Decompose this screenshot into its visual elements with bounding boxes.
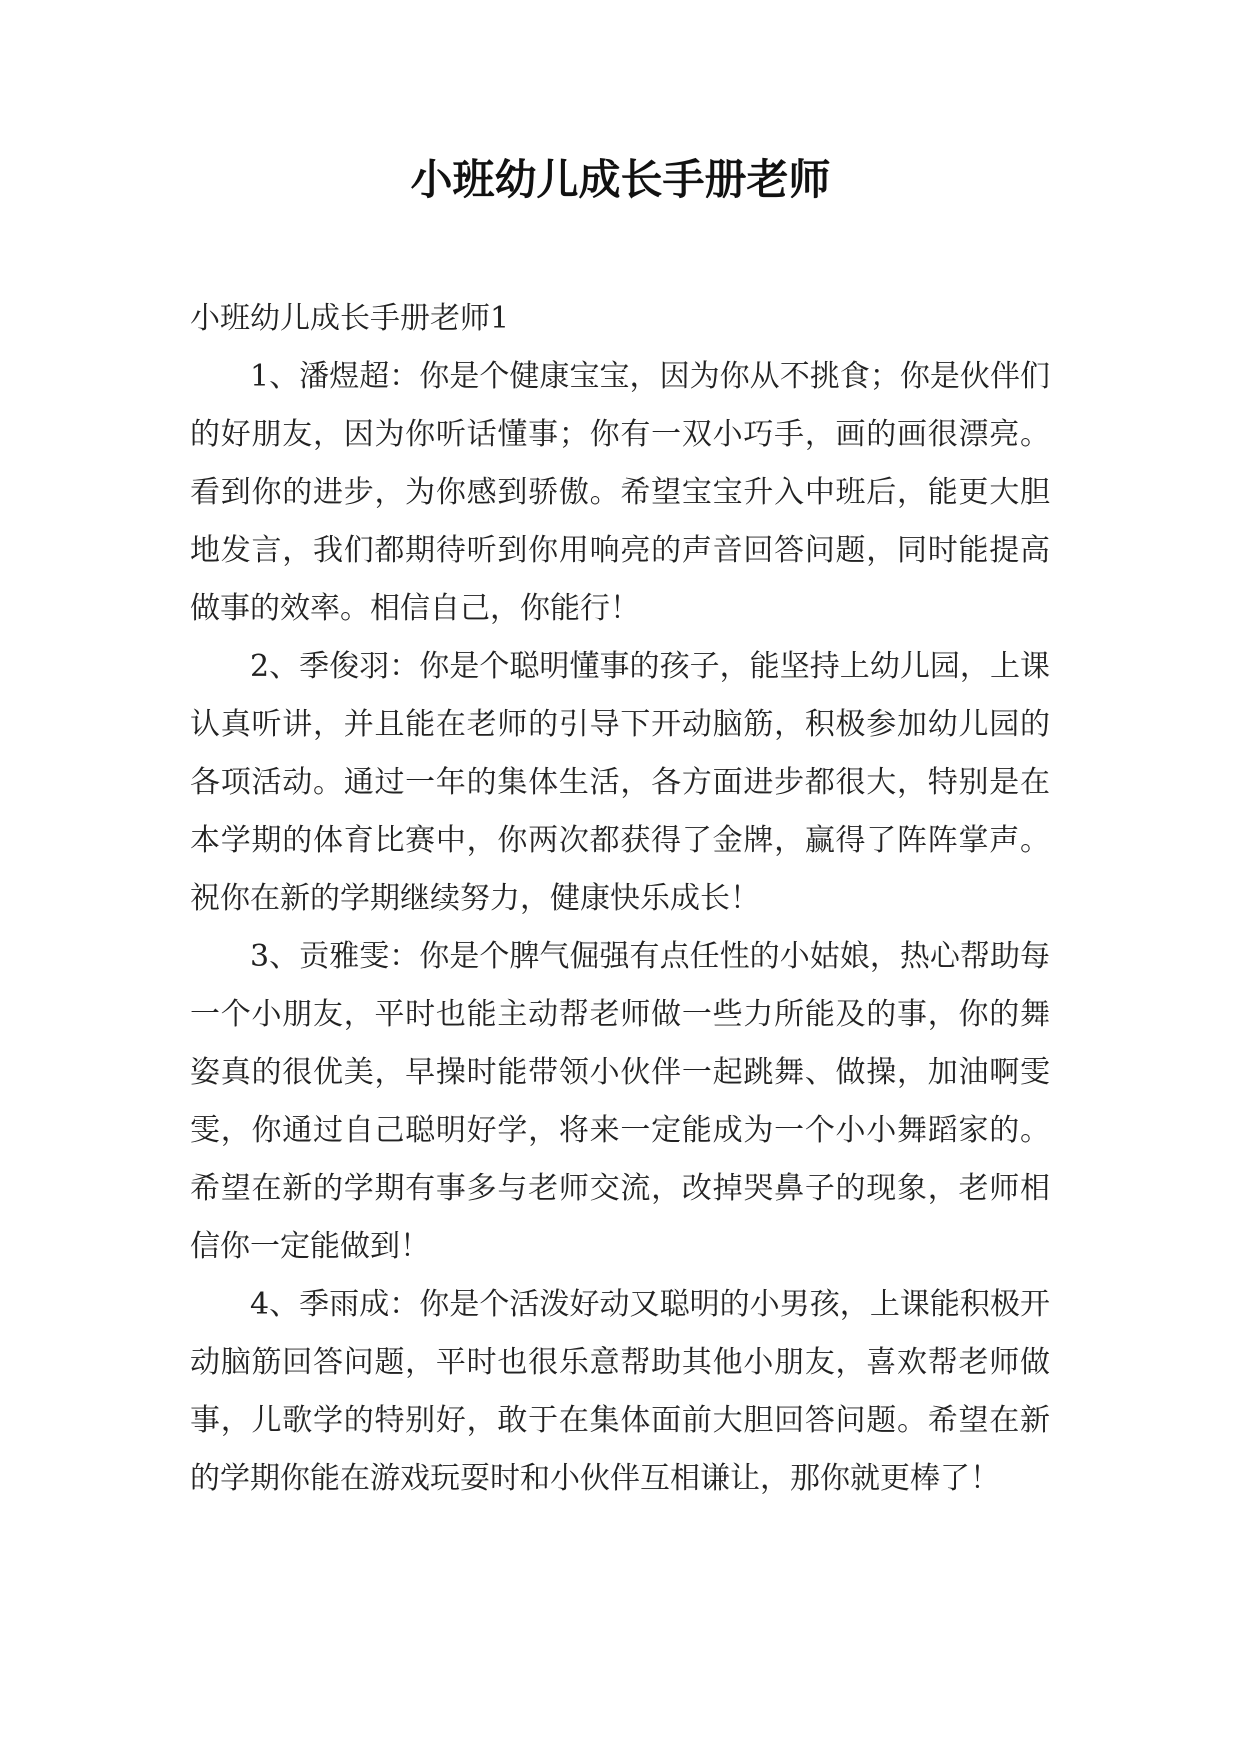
paragraph-4: 4、季雨成：你是个活泼好动又聪明的小男孩，上课能积极开动脑筋回答问题，平时也很乐意帮助其他小朋友，喜欢帮老师做事，儿歌学的特别好，敢于在集体面前大胆回答问题。希望在新的学期你能在游戏玩耍时和小伙伴互相谦让，那你就更棒了！: [190, 1287, 1050, 1496]
section-heading: 小班幼儿成长手册老师1: [190, 301, 510, 336]
document-body: [190, 290, 1050, 1508]
document-title: 小班幼儿成长手册老师: [410, 155, 831, 204]
paragraph-3: 3、贡雅雯：你是个脾气倔强有点任性的小姑娘，热心帮助每一个小朋友，平时也能主动帮老师做一些力所能及的事，你的舞姿真的很优美，早操时能带领小伙伴一起跳舞、做操，加油啊雯雯，你通过自己聪明好学，将来一定能成为一个小小舞蹈家的。希望在新的学期有事多与老师交流，改掉哭鼻子的现象，老师相信你一定能做到！: [190, 939, 1050, 1264]
paragraph-2: 2、季俊羽：你是个聪明懂事的孩子，能坚持上幼儿园，上课认真听讲，并且能在老师的引导下开动脑筋，积极参加幼儿园的各项活动。通过一年的集体生活，各方面进步都很大，特别是在本学期的体育比赛中，你两次都获得了金牌，赢得了阵阵掌声。祝你在新的学期继续努力，健康快乐成长！: [190, 649, 1050, 916]
paragraph-1: 1、潘煜超：你是个健康宝宝，因为你从不挑食；你是伙伴们的好朋友，因为你听话懂事；你有一双小巧手，画的画很漂亮。看到你的进步，为你感到骄傲。希望宝宝升入中班后，能更大胆地发言，我们都期待听到你用响亮的声音回答问题，同时能提高做事的效率。相信自己，你能行！: [190, 359, 1050, 626]
